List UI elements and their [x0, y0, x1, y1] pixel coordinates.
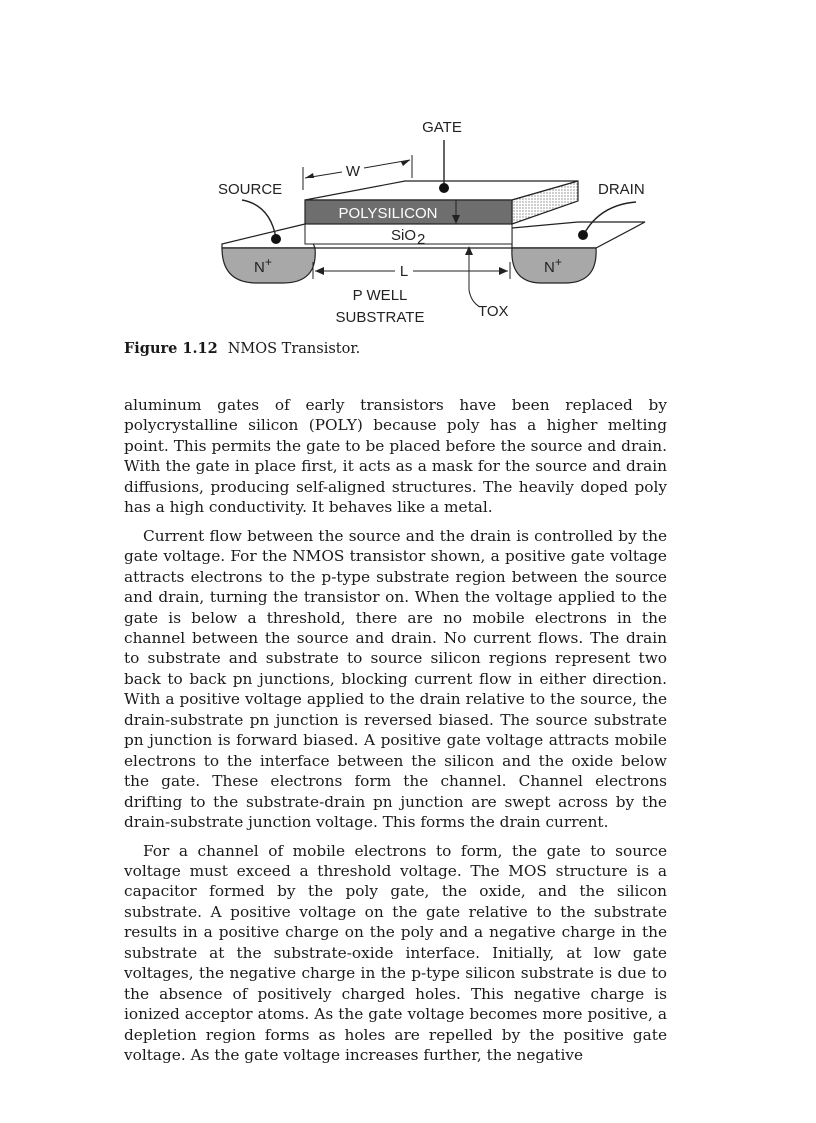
tox-label: TOX: [478, 303, 509, 320]
body-text: [124, 395, 667, 1074]
nmos-transistor-figure: [0, 0, 816, 340]
width-label: W: [345, 163, 361, 180]
length-label: L: [399, 263, 409, 280]
figure-caption: [124, 340, 684, 358]
gate-label: GATE: [422, 119, 462, 136]
paragraph-2: Current flow between the source and the drain is controlled by the gate voltage. For the NMOS transistor shown, a positive gate voltage attracts electrons to the p-type substrate region between the source and drain, turning the transistor on. When the voltage applied to the gate is below a threshold, there are no mobile electrons in the channel between the source and drain. No current flows. The drain to substrate and substrate to source silicon regions represent two back to back pn junctions, blocking current flow in either direction. With a positive voltage applied to the drain relative to the source, the drain-substrate pn junction is reversed biased. The source substrate pn junction is forward biased. A positive gate voltage attracts mobile electrons to the interface between the silicon and the oxide below the gate. These electrons form the channel. Channel electrons drifting to the substrate-drain pn junction are swept across by the drain-substrate junction voltage. This forms the drain current.: [124, 526, 667, 832]
tox-arrowhead-bottom: [465, 246, 473, 255]
drain-label: DRAIN: [598, 181, 645, 198]
n-plus-left-sup: +: [264, 255, 272, 269]
width-arrowhead-left: [305, 173, 314, 178]
p-well-label: P WELL: [352, 287, 408, 304]
paragraph-1: aluminum gates of early transistors have been replaced by polycrystalline silicon (POLY) because poly has a higher melting point. This permits the gate to be placed before the source and drain. With the gate in place first, it acts as a mask for the source and drain diffusions, producing self-aligned structures. The heavily doped poly has a high conductivity. It behaves like a metal.: [124, 396, 667, 517]
paragraph-3: For a channel of mobile electrons to form, the gate to source voltage must exceed a threshold voltage. The MOS structure is a capacitor formed by the poly gate, the oxide, and the silicon substrate. A positive voltage on the gate relative to the substrate results in a positive charge on the poly and a negative charge in the substrate at the substrate-oxide interface. Initially, at low gate voltages, the negative charge in the p-type silicon substrate is due to the absence of positively charged holes. This negative charge is ionized acceptor atoms. As the gate voltage becomes more positive, a depletion region forms as holes are repelled by the positive gate voltage. As the gate voltage increases further, the negative: [124, 841, 667, 1065]
caption-text: NMOS Transistor.: [227, 341, 361, 357]
source-label: SOURCE: [218, 181, 283, 198]
length-arrowhead-left: [315, 267, 324, 275]
length-arrowhead-right: [499, 267, 508, 275]
caption-number: Figure 1.12: [124, 340, 218, 357]
oxide-label-subscript: 2: [417, 231, 426, 248]
n-plus-left-base: N: [254, 259, 265, 276]
substrate-label: SUBSTRATE: [335, 309, 425, 326]
polysilicon-label: POLYSILICON: [338, 205, 438, 222]
n-plus-right-base: N: [544, 259, 555, 276]
source-contact-dot: [271, 234, 281, 244]
substrate-surface-left: [222, 224, 315, 248]
drain-contact-dot: [578, 230, 588, 240]
nmos-diagram: [0, 0, 816, 340]
n-plus-right-sup: +: [554, 255, 562, 269]
gate-contact-dot: [439, 183, 449, 193]
oxide-label: [391, 227, 425, 248]
oxide-label-base: SiO: [391, 227, 417, 244]
